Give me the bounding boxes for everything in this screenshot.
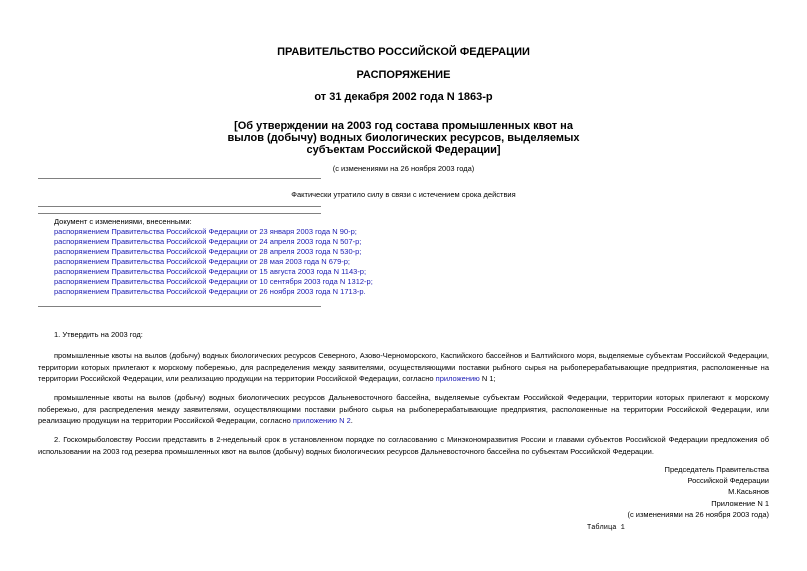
signature-line: М.Касьянов [728, 487, 769, 497]
appendix-2-link[interactable]: приложению N 2 [292, 416, 351, 426]
signature-line: Председатель Правительства [664, 465, 769, 474]
paragraph-2-end: N 1; [479, 374, 496, 384]
signature-line: Приложение N 1 [711, 498, 769, 508]
paragraph-2-text: промышленные квоты на вылов (добычу) водных биологических ресурсов Северного, Азово-Черноморского, Каспийского бассейнов и Балтийского моря, выделяемые субъектам Российской Федерации, территории которых прилегают к морскому побережью, для распределения между заявителями, осуществляющими поставки рыбного сырья на рыбоперерабатывающие предприятия, расположенные на территории Российской Федерации, или реализацию продукции на территории Российской Федерации, согласно [38, 351, 769, 384]
doc-title [0, 120, 807, 156]
paragraph-3-end: . [350, 416, 353, 426]
org-name: ПРАВИТЕЛЬСТВО РОССИЙСКОЙ ФЕДЕРАЦИИ [277, 46, 530, 58]
amendment-link[interactable]: распоряжением Правительства Российской Федерации от 24 апреля 2003 года N 507-р; [54, 237, 362, 246]
title-line: вылов (добычу) водных биологических ресурсов, выделяемых [227, 132, 580, 144]
divider [38, 213, 321, 214]
paragraph-4: 2. Госкомрыболовству России представить в 2-недельный срок в установленном порядке по согласованию с Минэкономразвития России и главами субъектов Российской Федерации предложения об использовании на 2003 год резерва промышленных квот на вылов (добычу) водных биологических ресурсов Дальневосточного бассейна по субъектам Российской Федерации. [38, 435, 769, 456]
divider [38, 178, 321, 179]
paragraph-3-text: промышленные квоты на вылов (добычу) водных биологических ресурсов Дальневосточного бассейна, выделяемые субъектам Российской Федерации, территории которых прилегают к морскому побережью, для распределения между заявителями, осуществляющими поставки рыбного сырья на рыбоперерабатывающие предприятия, расположенные на территории Российской Федерации, или реализацию продукции на территории Российской Федерации, согласно [38, 393, 769, 426]
signature-line: (с изменениями на 26 ноября 2003 года) [627, 509, 769, 519]
amendment-link[interactable]: распоряжением Правительства Российской Федерации от 10 сентября 2003 года N 1312-р; [54, 277, 373, 286]
status-text: Фактически утратило силу в связи с истечением срока действия [291, 190, 516, 199]
table-label: Таблица 1 [587, 524, 625, 532]
signature-line: Российской Федерации [687, 476, 769, 486]
amendments-heading: Документ с изменениями, внесенными: [54, 217, 192, 226]
doc-date-number: от 31 декабря 2002 года N 1863-р [314, 91, 493, 103]
amendment-link[interactable]: распоряжением Правительства Российской Федерации от 28 апреля 2003 года N 530-р; [54, 247, 362, 256]
title-line: субъектам Российской Федерации] [306, 144, 501, 156]
divider [38, 306, 321, 307]
amendment-link[interactable]: распоряжением Правительства Российской Федерации от 23 января 2003 года N 90-р; [54, 227, 357, 236]
changes-note: (с изменениями на 26 ноября 2003 года) [332, 164, 475, 173]
divider [38, 206, 321, 207]
paragraph-2 [38, 350, 769, 385]
amendment-link[interactable]: распоряжением Правительства Российской Федерации от 28 мая 2003 года N 679-р; [54, 257, 351, 266]
doc-type: РАСПОРЯЖЕНИЕ [356, 69, 451, 81]
amendments-list [54, 227, 373, 297]
amendment-link[interactable]: распоряжением Правительства Российской Федерации от 26 ноября 2003 года N 1713-р. [54, 287, 366, 296]
signature-block [627, 464, 769, 520]
amendment-link[interactable]: распоряжением Правительства Российской Федерации от 15 августа 2003 года N 1143-р; [54, 267, 367, 276]
paragraph-1: 1. Утвердить на 2003 год: [54, 330, 143, 339]
appendix-1-link[interactable]: приложению [435, 374, 480, 384]
paragraph-3 [38, 392, 769, 427]
title-line: [Об утверждении на 2003 год состава промышленных квот на [234, 120, 573, 132]
